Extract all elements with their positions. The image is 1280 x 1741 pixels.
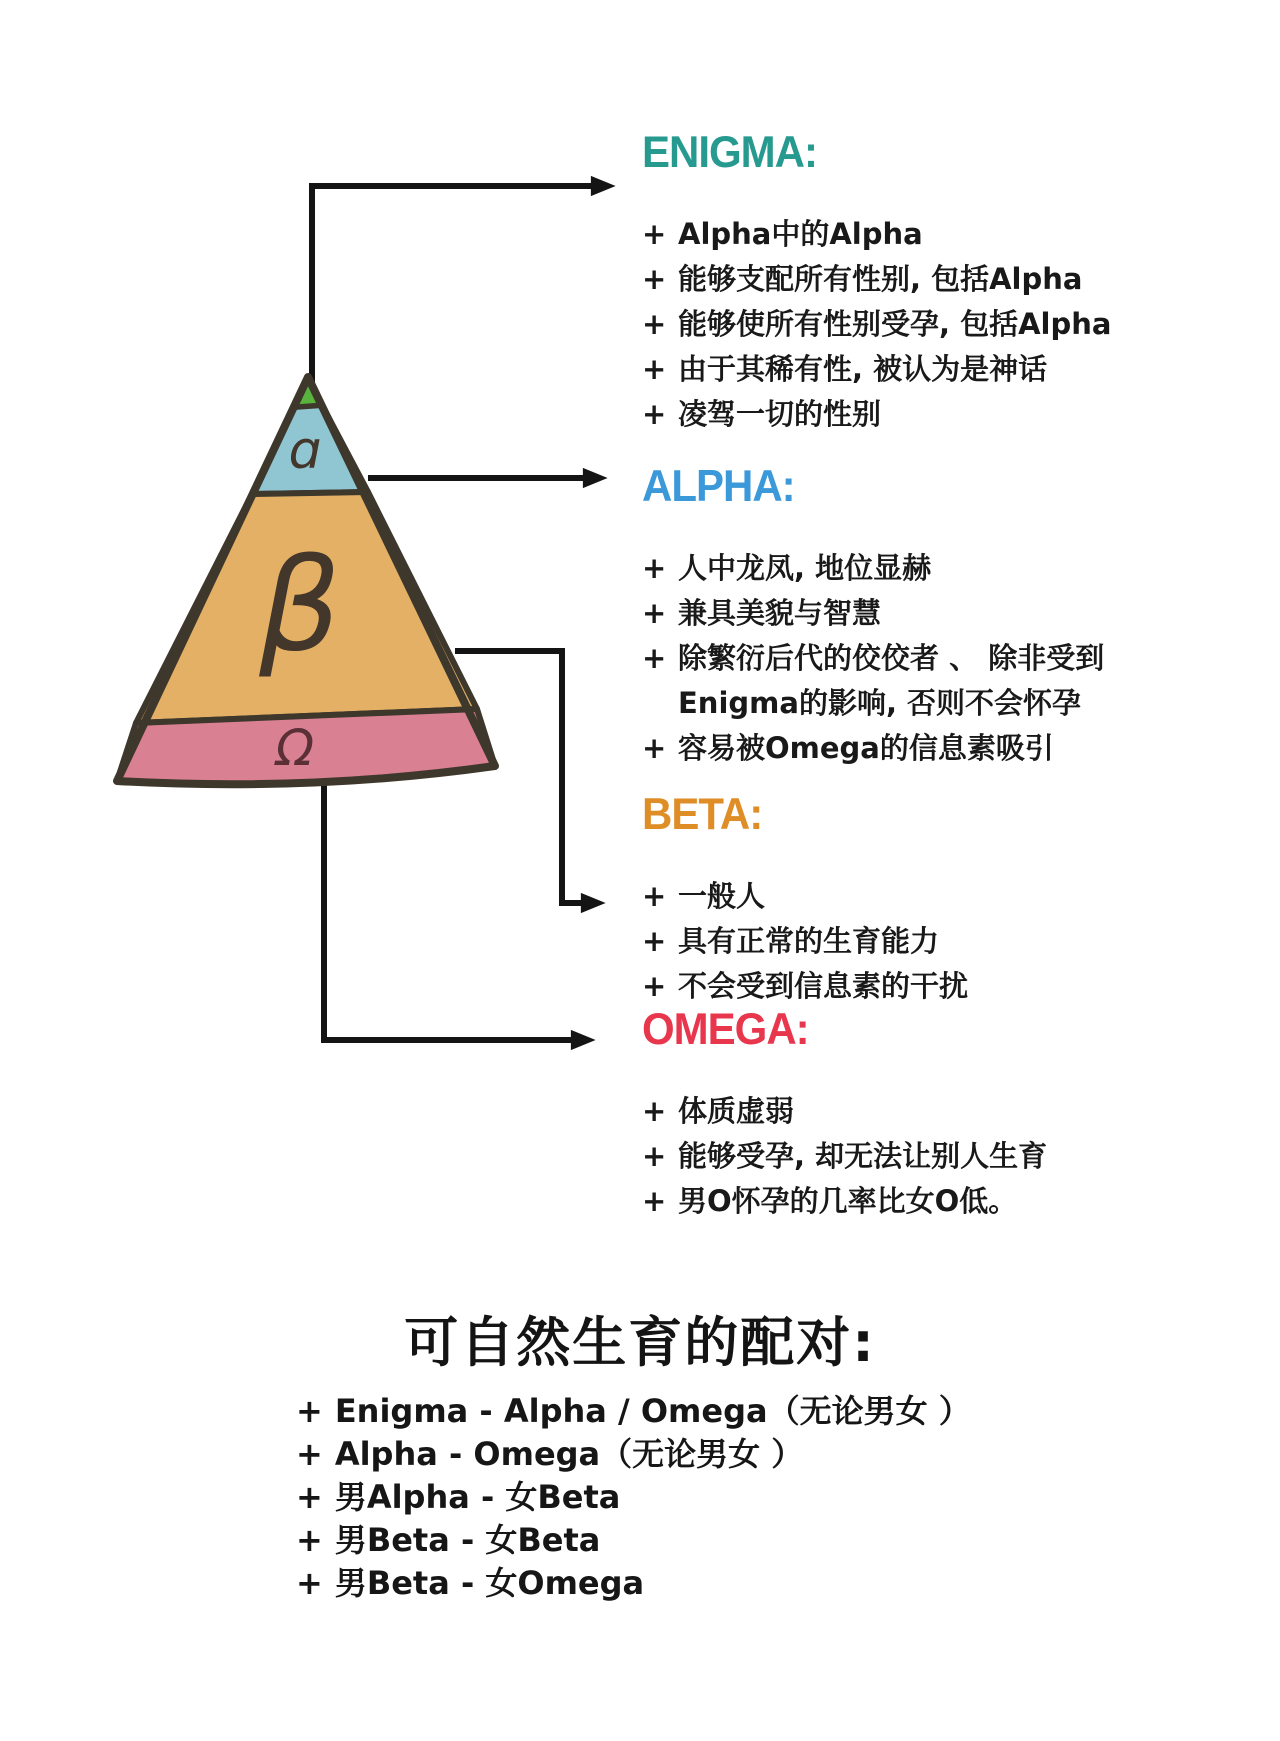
plus-glyph: +: [642, 1184, 667, 1218]
pair-item: [296, 1390, 971, 1433]
section-beta-bullets: [642, 874, 1162, 1009]
bullet-item: [642, 726, 1162, 771]
section-beta-title: BETA:: [642, 788, 763, 839]
bullet-text: 男O怀孕的几率比女O低。: [678, 1184, 1018, 1218]
pair-text: Alpha - Omega（无论男女 ）: [334, 1435, 804, 1473]
bullet-text: 由于其稀有性, 被认为是神话: [678, 352, 1048, 386]
plus-glyph: +: [642, 731, 667, 765]
section-omega-title: OMEGA:: [642, 1003, 809, 1054]
section-enigma: [642, 128, 1162, 437]
plus-glyph: +: [642, 596, 667, 630]
pairs-list: [296, 1390, 971, 1605]
plus-glyph: +: [296, 1564, 323, 1602]
plus-glyph: +: [642, 1094, 667, 1128]
plus-glyph: +: [642, 924, 667, 958]
bullet-text: 兼具美貌与智慧: [678, 596, 882, 630]
bullet-text: 能够受孕, 却无法让别人生育: [678, 1139, 1048, 1173]
plus-glyph: +: [642, 352, 667, 386]
plus-glyph: +: [296, 1478, 323, 1516]
plus-glyph: +: [642, 307, 667, 341]
bullet-item: [642, 392, 1162, 437]
section-alpha-bullets: [642, 546, 1162, 771]
beta-symbol: β: [259, 532, 341, 681]
plus-glyph: +: [642, 641, 667, 675]
plus-glyph: +: [642, 262, 667, 296]
section-beta: [642, 790, 1162, 1009]
bullet-text: 具有正常的生育能力: [678, 924, 940, 958]
plus-glyph: +: [642, 551, 667, 585]
plus-glyph: +: [642, 1139, 667, 1173]
bullet-text: 容易被Omega的信息素吸引: [678, 731, 1054, 765]
bullet-text: Alpha中的Alpha: [678, 217, 923, 251]
bullet-item: [642, 964, 1162, 1009]
bullet-text: 能够支配所有性别, 包括Alpha: [678, 262, 1083, 296]
section-alpha: [642, 462, 1162, 771]
section-omega-bullets: [642, 1089, 1162, 1224]
bullet-item: [642, 1134, 1162, 1179]
bullet-text: 不会受到信息素的干扰: [678, 969, 969, 1003]
plus-glyph: +: [642, 217, 667, 251]
bullet-item: [642, 591, 1162, 636]
bullet-text: 体质虚弱: [678, 1094, 795, 1128]
section-omega: [642, 1005, 1162, 1224]
bullet-text: 除繁衍后代的佼佼者 、 除非受到Enigma的影响, 否则不会怀孕: [678, 641, 1105, 720]
plus-glyph: +: [296, 1392, 323, 1430]
plus-glyph: +: [296, 1521, 323, 1559]
bullet-text: 能够使所有性别受孕, 包括Alpha: [678, 307, 1112, 341]
pair-item: [296, 1519, 971, 1562]
connector-beta-arrow: [455, 651, 582, 903]
bullet-text: 一般人: [678, 879, 766, 913]
bullet-item: [642, 636, 1162, 726]
plus-glyph: +: [296, 1435, 323, 1473]
bullet-item: [642, 1179, 1162, 1224]
bullet-item: [642, 546, 1162, 591]
pair-item: [296, 1562, 971, 1605]
bullet-item: [642, 874, 1162, 919]
plus-glyph: +: [642, 969, 667, 1003]
section-alpha-title: ALPHA:: [642, 460, 795, 511]
bullet-item: [642, 919, 1162, 964]
pair-item: [296, 1433, 971, 1476]
pair-item: [296, 1476, 971, 1519]
section-enigma-bullets: [642, 212, 1162, 437]
connector-enigma-arrow: [312, 186, 592, 383]
section-enigma-title: ENIGMA:: [642, 126, 817, 177]
plus-glyph: +: [642, 879, 667, 913]
pair-text: 男Beta - 女Beta: [334, 1521, 601, 1559]
omega-symbol: Ω: [275, 719, 315, 777]
bullet-item: [642, 1089, 1162, 1134]
bullet-text: 人中龙凤, 地位显赫: [678, 551, 932, 585]
bullet-item: [642, 212, 1162, 257]
alpha-symbol: ɑ: [288, 421, 322, 481]
pair-text: Enigma - Alpha / Omega（无论男女 ）: [334, 1392, 971, 1430]
pair-text: 男Beta - 女Omega: [334, 1564, 645, 1602]
bullet-text: 凌驾一切的性别: [678, 397, 882, 431]
pairs-heading: 可自然生育的配对:: [404, 1311, 876, 1374]
bullet-item: [642, 302, 1162, 347]
plus-glyph: +: [642, 397, 667, 431]
pair-text: 男Alpha - 女Beta: [334, 1478, 621, 1516]
connector-omega-arrow: [324, 778, 572, 1040]
bullet-item: [642, 347, 1162, 392]
bullet-item: [642, 257, 1162, 302]
